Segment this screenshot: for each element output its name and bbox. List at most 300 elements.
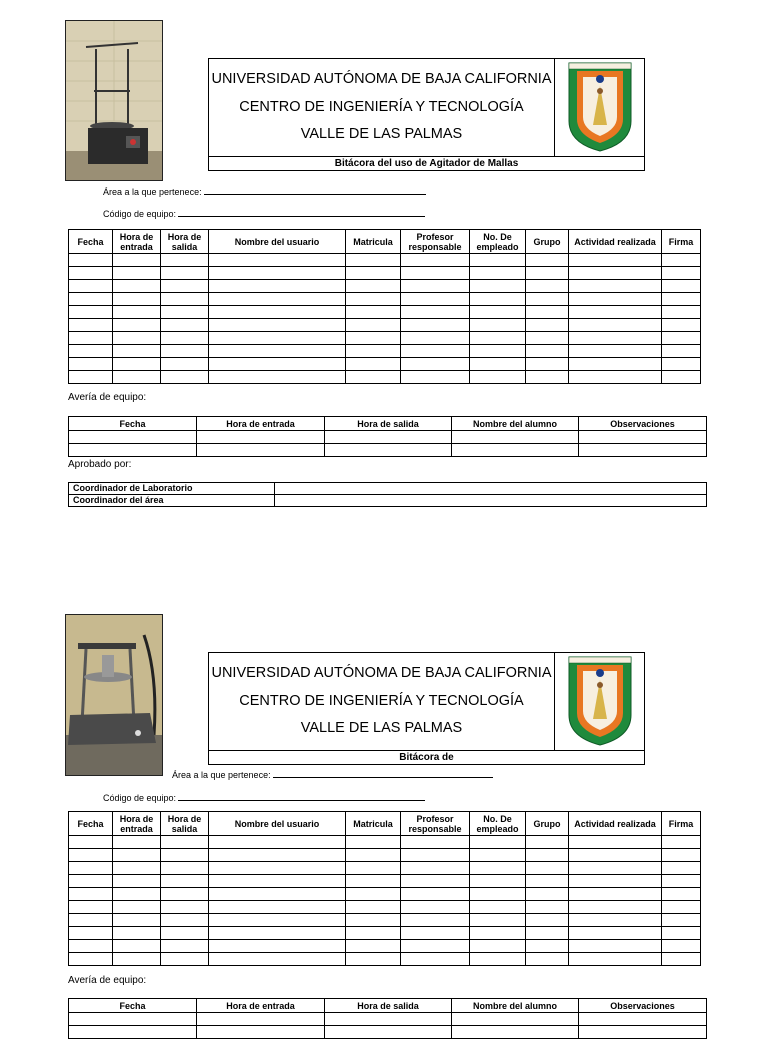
- table-cell[interactable]: [401, 358, 470, 371]
- table-cell[interactable]: [662, 927, 701, 940]
- table-cell[interactable]: [197, 444, 325, 457]
- table-cell[interactable]: [209, 888, 346, 901]
- table-cell[interactable]: [209, 345, 346, 358]
- table-cell[interactable]: [161, 345, 209, 358]
- table-cell[interactable]: [470, 254, 526, 267]
- table-cell[interactable]: [470, 849, 526, 862]
- table-cell[interactable]: [662, 345, 701, 358]
- table-cell[interactable]: [209, 953, 346, 966]
- col-hora-entrada: Hora de entrada: [113, 812, 161, 836]
- table-cell[interactable]: [401, 267, 470, 280]
- table-cell[interactable]: [113, 345, 161, 358]
- table-cell[interactable]: [161, 358, 209, 371]
- campus-name: VALLE DE LAS PALMAS: [300, 720, 463, 736]
- table-cell[interactable]: [113, 836, 161, 849]
- table-cell[interactable]: [113, 875, 161, 888]
- table-cell[interactable]: [452, 1026, 579, 1039]
- table-cell[interactable]: [401, 953, 470, 966]
- table-cell[interactable]: [69, 267, 113, 280]
- table-cell[interactable]: [209, 914, 346, 927]
- table-cell[interactable]: [569, 888, 662, 901]
- table-cell[interactable]: [526, 914, 569, 927]
- table-cell[interactable]: [401, 901, 470, 914]
- table-cell[interactable]: [346, 927, 401, 940]
- table-cell[interactable]: [569, 875, 662, 888]
- table-cell[interactable]: [69, 927, 113, 940]
- table-cell[interactable]: [69, 293, 113, 306]
- col-fecha: Fecha: [69, 230, 113, 254]
- table-cell[interactable]: [401, 345, 470, 358]
- approval-row: [69, 483, 707, 495]
- table-cell[interactable]: [569, 306, 662, 319]
- table-cell[interactable]: [209, 862, 346, 875]
- institution-header: [208, 652, 645, 765]
- table-cell[interactable]: [325, 431, 452, 444]
- col-actividad: Actividad realizada: [569, 812, 662, 836]
- table-cell[interactable]: [209, 940, 346, 953]
- table-cell[interactable]: [113, 332, 161, 345]
- table-cell[interactable]: [209, 849, 346, 862]
- table-cell[interactable]: [569, 345, 662, 358]
- table-cell[interactable]: [526, 319, 569, 332]
- table-cell[interactable]: [526, 280, 569, 293]
- table-cell[interactable]: [452, 444, 579, 457]
- table-cell[interactable]: [526, 927, 569, 940]
- table-cell[interactable]: [569, 267, 662, 280]
- area-label: Área a la que pertenece:: [103, 187, 202, 197]
- table-cell[interactable]: [113, 953, 161, 966]
- table-cell[interactable]: [113, 371, 161, 384]
- table-row: [69, 836, 701, 849]
- failure-label: Avería de equipo:: [68, 975, 147, 986]
- table-cell[interactable]: [346, 371, 401, 384]
- table-cell[interactable]: [161, 862, 209, 875]
- table-cell[interactable]: [470, 345, 526, 358]
- table-cell[interactable]: [662, 953, 701, 966]
- table-cell[interactable]: [569, 254, 662, 267]
- table-cell[interactable]: [346, 332, 401, 345]
- table-cell[interactable]: [325, 444, 452, 457]
- table-cell[interactable]: [69, 444, 197, 457]
- code-label: Código de equipo:: [103, 793, 177, 803]
- table-cell[interactable]: [526, 888, 569, 901]
- col-matricula: Matricula: [346, 812, 401, 836]
- table-cell[interactable]: [161, 332, 209, 345]
- table-row: [69, 444, 707, 457]
- table-row: [69, 306, 701, 319]
- table-cell[interactable]: [579, 444, 707, 457]
- table-cell[interactable]: [470, 940, 526, 953]
- table-cell[interactable]: [526, 267, 569, 280]
- table-cell[interactable]: [401, 254, 470, 267]
- table-cell[interactable]: [161, 306, 209, 319]
- table-row: [69, 332, 701, 345]
- fail-col-hora-entrada: Hora de entrada: [197, 417, 325, 431]
- table-row: [69, 862, 701, 875]
- approver-lab: Coordinador de Laboratorio: [69, 483, 275, 495]
- table-cell[interactable]: [401, 927, 470, 940]
- table-cell[interactable]: [569, 332, 662, 345]
- failure-body: [69, 431, 707, 457]
- table-cell[interactable]: [346, 345, 401, 358]
- table-cell[interactable]: [662, 319, 701, 332]
- table-cell[interactable]: [470, 267, 526, 280]
- table-cell[interactable]: [569, 319, 662, 332]
- table-cell[interactable]: [401, 875, 470, 888]
- table-row: [69, 901, 701, 914]
- table-cell[interactable]: [569, 914, 662, 927]
- usage-log-table: [68, 811, 701, 966]
- table-cell[interactable]: [470, 306, 526, 319]
- table-cell[interactable]: [470, 888, 526, 901]
- table-row: [69, 345, 701, 358]
- table-cell[interactable]: [209, 254, 346, 267]
- area-field: [103, 185, 426, 197]
- table-cell[interactable]: [161, 901, 209, 914]
- table-cell[interactable]: [69, 953, 113, 966]
- table-cell[interactable]: [325, 1026, 452, 1039]
- col-hora-salida: Hora de salida: [161, 812, 209, 836]
- table-cell[interactable]: [662, 293, 701, 306]
- table-cell[interactable]: [161, 267, 209, 280]
- university-crest-logo: [555, 59, 644, 156]
- approved-label: Aprobado por:: [68, 459, 132, 470]
- col-nombre-usuario: Nombre del usuario: [209, 812, 346, 836]
- table-cell[interactable]: [569, 358, 662, 371]
- table-cell[interactable]: [161, 319, 209, 332]
- table-cell[interactable]: [161, 254, 209, 267]
- table-cell[interactable]: [161, 888, 209, 901]
- table-cell[interactable]: [470, 914, 526, 927]
- table-cell[interactable]: [526, 345, 569, 358]
- table-cell[interactable]: [470, 293, 526, 306]
- table-cell[interactable]: [569, 836, 662, 849]
- institution-header: [208, 58, 645, 171]
- table-cell[interactable]: [209, 875, 346, 888]
- col-no-empleado: No. De empleado: [470, 230, 526, 254]
- area-field: [172, 768, 493, 780]
- table-row: [69, 371, 701, 384]
- table-cell[interactable]: [662, 280, 701, 293]
- area-input-line[interactable]: [204, 185, 426, 195]
- table-cell[interactable]: [161, 875, 209, 888]
- table-cell[interactable]: [69, 940, 113, 953]
- code-field: [103, 207, 425, 219]
- table-cell[interactable]: [161, 940, 209, 953]
- table-cell[interactable]: [113, 280, 161, 293]
- table-cell[interactable]: [526, 371, 569, 384]
- table-cell[interactable]: [209, 371, 346, 384]
- table-cell[interactable]: [401, 293, 470, 306]
- table-cell[interactable]: [69, 358, 113, 371]
- table-row: [69, 914, 701, 927]
- table-cell[interactable]: [69, 319, 113, 332]
- table-cell[interactable]: [209, 927, 346, 940]
- fail-col-fecha: Fecha: [69, 999, 197, 1013]
- table-cell[interactable]: [113, 862, 161, 875]
- table-cell[interactable]: [346, 358, 401, 371]
- fail-col-hora-salida: Hora de salida: [325, 417, 452, 431]
- table-cell[interactable]: [346, 888, 401, 901]
- table-cell[interactable]: [401, 888, 470, 901]
- table-cell[interactable]: [197, 431, 325, 444]
- col-hora-salida: Hora de salida: [161, 230, 209, 254]
- usage-log-body: [69, 254, 701, 384]
- table-cell[interactable]: [69, 306, 113, 319]
- table-cell[interactable]: [526, 358, 569, 371]
- table-cell[interactable]: [401, 862, 470, 875]
- usage-log-table: [68, 229, 701, 384]
- area-label: Área a la que pertenece:: [172, 770, 271, 780]
- fail-col-hora-entrada: Hora de entrada: [197, 999, 325, 1013]
- col-firma: Firma: [662, 812, 701, 836]
- table-cell[interactable]: [662, 849, 701, 862]
- approver-area: Coordinador del área: [69, 495, 275, 507]
- col-profesor: Profesor responsable: [401, 812, 470, 836]
- table-row: [69, 1026, 707, 1039]
- table-cell[interactable]: [470, 280, 526, 293]
- table-cell[interactable]: [346, 875, 401, 888]
- table-cell[interactable]: [470, 953, 526, 966]
- table-cell[interactable]: [161, 371, 209, 384]
- col-firma: Firma: [662, 230, 701, 254]
- table-cell[interactable]: [69, 254, 113, 267]
- table-cell[interactable]: [69, 1026, 197, 1039]
- table-cell[interactable]: [401, 836, 470, 849]
- table-cell[interactable]: [470, 875, 526, 888]
- table-cell[interactable]: [209, 358, 346, 371]
- table-cell[interactable]: [113, 306, 161, 319]
- table-cell[interactable]: [346, 953, 401, 966]
- table-cell[interactable]: [526, 901, 569, 914]
- table-cell[interactable]: [346, 836, 401, 849]
- fail-col-nombre-alumno: Nombre del alumno: [452, 999, 579, 1013]
- equipment-photo: [65, 20, 163, 181]
- failure-label: Avería de equipo:: [68, 392, 147, 403]
- area-input-line[interactable]: [273, 768, 493, 778]
- table-cell[interactable]: [569, 371, 662, 384]
- table-cell[interactable]: [346, 319, 401, 332]
- fail-col-observaciones: Observaciones: [579, 417, 707, 431]
- code-input-line[interactable]: [178, 207, 425, 217]
- table-cell[interactable]: [113, 293, 161, 306]
- table-cell[interactable]: [401, 332, 470, 345]
- table-cell[interactable]: [662, 862, 701, 875]
- table-cell[interactable]: [113, 914, 161, 927]
- table-cell[interactable]: [526, 862, 569, 875]
- failure-table: [68, 416, 707, 457]
- fail-col-fecha: Fecha: [69, 417, 197, 431]
- table-cell[interactable]: [69, 332, 113, 345]
- table-row: [69, 319, 701, 332]
- table-cell[interactable]: [346, 849, 401, 862]
- table-cell[interactable]: [69, 888, 113, 901]
- fail-col-hora-salida: Hora de salida: [325, 999, 452, 1013]
- table-cell[interactable]: [113, 927, 161, 940]
- table-cell[interactable]: [113, 901, 161, 914]
- table-cell[interactable]: [209, 306, 346, 319]
- table-cell[interactable]: [579, 1026, 707, 1039]
- table-cell[interactable]: [526, 849, 569, 862]
- table-cell[interactable]: [69, 914, 113, 927]
- table-cell[interactable]: [401, 371, 470, 384]
- table-row: [69, 254, 701, 267]
- table-cell[interactable]: [470, 358, 526, 371]
- fail-col-observaciones: Observaciones: [579, 999, 707, 1013]
- table-cell[interactable]: [470, 901, 526, 914]
- table-cell[interactable]: [401, 306, 470, 319]
- table-cell[interactable]: [569, 293, 662, 306]
- col-nombre-usuario: Nombre del usuario: [209, 230, 346, 254]
- table-cell[interactable]: [662, 254, 701, 267]
- col-hora-entrada: Hora de entrada: [113, 230, 161, 254]
- table-cell[interactable]: [161, 914, 209, 927]
- table-cell[interactable]: [197, 1026, 325, 1039]
- table-row: [69, 940, 701, 953]
- table-cell[interactable]: [526, 953, 569, 966]
- table-row: [69, 888, 701, 901]
- table-cell[interactable]: [569, 953, 662, 966]
- table-cell[interactable]: [401, 849, 470, 862]
- table-cell[interactable]: [113, 358, 161, 371]
- table-cell[interactable]: [209, 836, 346, 849]
- table-cell[interactable]: [69, 862, 113, 875]
- table-cell[interactable]: [69, 345, 113, 358]
- table-cell[interactable]: [662, 901, 701, 914]
- table-cell[interactable]: [526, 306, 569, 319]
- table-cell[interactable]: [113, 319, 161, 332]
- table-row: [69, 431, 707, 444]
- table-cell[interactable]: [346, 254, 401, 267]
- table-cell[interactable]: [209, 901, 346, 914]
- table-cell[interactable]: [579, 431, 707, 444]
- table-cell[interactable]: [569, 901, 662, 914]
- table-cell[interactable]: [69, 280, 113, 293]
- code-field: [103, 791, 425, 803]
- table-cell[interactable]: [452, 431, 579, 444]
- col-matricula: Matricula: [346, 230, 401, 254]
- table-cell[interactable]: [662, 875, 701, 888]
- table-cell[interactable]: [209, 332, 346, 345]
- table-cell[interactable]: [69, 371, 113, 384]
- table-cell[interactable]: [401, 940, 470, 953]
- table-cell[interactable]: [569, 927, 662, 940]
- table-cell[interactable]: [113, 267, 161, 280]
- table-cell[interactable]: [401, 280, 470, 293]
- table-cell[interactable]: [346, 914, 401, 927]
- table-cell[interactable]: [526, 836, 569, 849]
- table-cell[interactable]: [69, 849, 113, 862]
- table-cell[interactable]: [346, 901, 401, 914]
- table-cell[interactable]: [470, 836, 526, 849]
- table-cell[interactable]: [113, 888, 161, 901]
- table-cell[interactable]: [662, 306, 701, 319]
- table-cell[interactable]: [161, 293, 209, 306]
- table-row: [69, 875, 701, 888]
- table-cell[interactable]: [69, 836, 113, 849]
- col-grupo: Grupo: [526, 230, 569, 254]
- col-actividad: Actividad realizada: [569, 230, 662, 254]
- table-cell[interactable]: [526, 254, 569, 267]
- table-cell[interactable]: [401, 914, 470, 927]
- table-cell[interactable]: [113, 940, 161, 953]
- table-cell[interactable]: [662, 836, 701, 849]
- table-cell[interactable]: [69, 901, 113, 914]
- table-cell[interactable]: [470, 332, 526, 345]
- table-cell[interactable]: [526, 332, 569, 345]
- table-cell[interactable]: [569, 280, 662, 293]
- code-label: Código de equipo:: [103, 209, 177, 219]
- table-cell[interactable]: [662, 940, 701, 953]
- table-cell[interactable]: [346, 862, 401, 875]
- usage-log-body: [69, 836, 701, 966]
- table-cell[interactable]: [470, 862, 526, 875]
- table-cell[interactable]: [161, 927, 209, 940]
- table-cell[interactable]: [346, 306, 401, 319]
- table-cell[interactable]: [209, 267, 346, 280]
- log-title: Bitácora de: [209, 750, 644, 765]
- table-cell[interactable]: [569, 940, 662, 953]
- table-cell[interactable]: [401, 319, 470, 332]
- approver-lab-signature[interactable]: [275, 483, 707, 495]
- approver-area-signature[interactable]: [275, 495, 707, 507]
- table-cell[interactable]: [569, 862, 662, 875]
- table-cell[interactable]: [346, 280, 401, 293]
- table-cell[interactable]: [662, 358, 701, 371]
- table-cell[interactable]: [662, 371, 701, 384]
- table-cell[interactable]: [161, 280, 209, 293]
- code-input-line[interactable]: [178, 791, 425, 801]
- table-cell[interactable]: [113, 849, 161, 862]
- table-cell[interactable]: [470, 927, 526, 940]
- table-cell[interactable]: [662, 888, 701, 901]
- col-profesor: Profesor responsable: [401, 230, 470, 254]
- table-cell[interactable]: [470, 371, 526, 384]
- university-name: UNIVERSIDAD AUTÓNOMA DE BAJA CALIFORNIA: [211, 71, 552, 87]
- table-cell[interactable]: [526, 940, 569, 953]
- table-cell[interactable]: [526, 293, 569, 306]
- table-cell[interactable]: [662, 914, 701, 927]
- table-cell[interactable]: [161, 953, 209, 966]
- approval-row: [69, 495, 707, 507]
- table-row: [69, 280, 701, 293]
- table-cell[interactable]: [161, 836, 209, 849]
- log-title: Bitácora del uso de Agitador de Mallas: [209, 156, 644, 171]
- table-cell[interactable]: [346, 293, 401, 306]
- approval-table: [68, 482, 707, 507]
- table-cell[interactable]: [470, 319, 526, 332]
- table-cell[interactable]: [69, 431, 197, 444]
- table-cell[interactable]: [113, 254, 161, 267]
- table-cell[interactable]: [569, 849, 662, 862]
- university-name: UNIVERSIDAD AUTÓNOMA DE BAJA CALIFORNIA: [211, 665, 552, 681]
- col-fecha: Fecha: [69, 812, 113, 836]
- center-name: CENTRO DE INGENIERÍA Y TECNOLOGÍA: [239, 98, 524, 115]
- table-cell[interactable]: [662, 332, 701, 345]
- table-cell[interactable]: [69, 875, 113, 888]
- table-cell[interactable]: [526, 875, 569, 888]
- failure-body: [69, 1013, 707, 1039]
- table-cell[interactable]: [346, 940, 401, 953]
- table-cell[interactable]: [662, 267, 701, 280]
- equipment-photo: [65, 614, 163, 776]
- table-cell[interactable]: [346, 267, 401, 280]
- table-row: [69, 953, 701, 966]
- table-cell[interactable]: [209, 280, 346, 293]
- table-cell[interactable]: [209, 319, 346, 332]
- table-cell[interactable]: [161, 849, 209, 862]
- table-cell[interactable]: [209, 293, 346, 306]
